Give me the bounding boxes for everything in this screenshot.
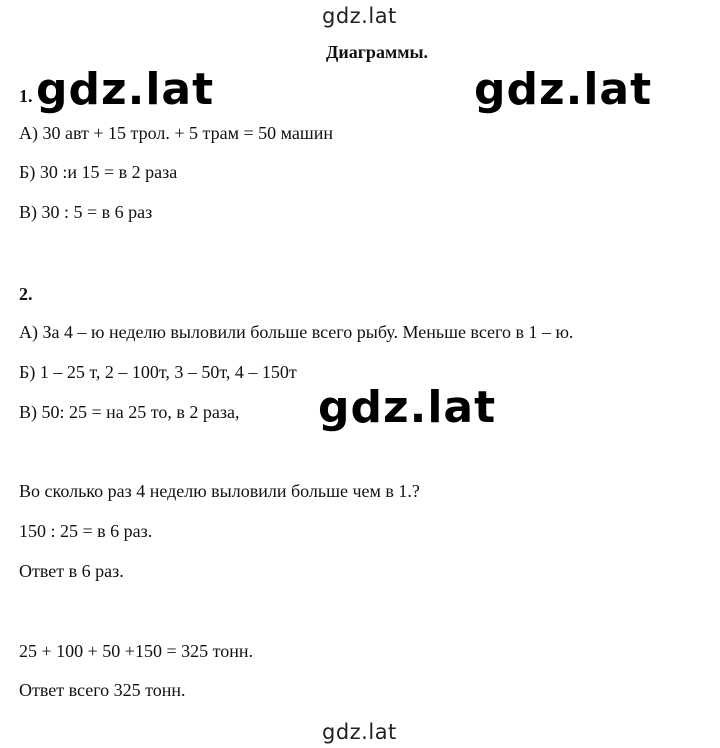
page-title: Диаграммы. [326, 42, 429, 62]
question-text: Во сколько раз 4 неделю выловили больше чем в 1.? [19, 481, 420, 501]
total-answer-text: Ответ всего 325 тонн. [19, 680, 186, 700]
watermark-top: gdz.lat [322, 4, 397, 28]
section-2-line-c: В) 50: 25 = на 25 то, в 2 раза, [19, 402, 240, 422]
watermark-left: gdz.lat [36, 64, 215, 115]
answer-text: Ответ в 6 раз. [19, 561, 124, 581]
section-2-number: 2. [19, 284, 33, 304]
section-1-line-b: Б) 30 :и 15 = в 2 раза [19, 162, 178, 182]
section-1-line-a: А) 30 авт + 15 трол. + 5 трам = 50 машин [19, 123, 334, 143]
calculation-text: 150 : 25 = в 6 раз. [19, 521, 153, 541]
section-1-line-c: В) 30 : 5 = в 6 раз [19, 202, 153, 222]
watermark-right: gdz.lat [474, 64, 653, 115]
section-2-line-b: Б) 1 – 25 т, 2 – 100т, 3 – 50т, 4 – 150т [19, 362, 297, 382]
sum-text: 25 + 100 + 50 +150 = 325 тонн. [19, 641, 253, 661]
watermark-middle: gdz.lat [318, 382, 497, 433]
section-2-line-a: А) За 4 – ю неделю выловили больше всего рыбу. Меньше всего в 1 – ю. [19, 322, 574, 342]
section-1-number: 1. [19, 86, 33, 106]
watermark-bottom: gdz.lat [322, 720, 397, 744]
